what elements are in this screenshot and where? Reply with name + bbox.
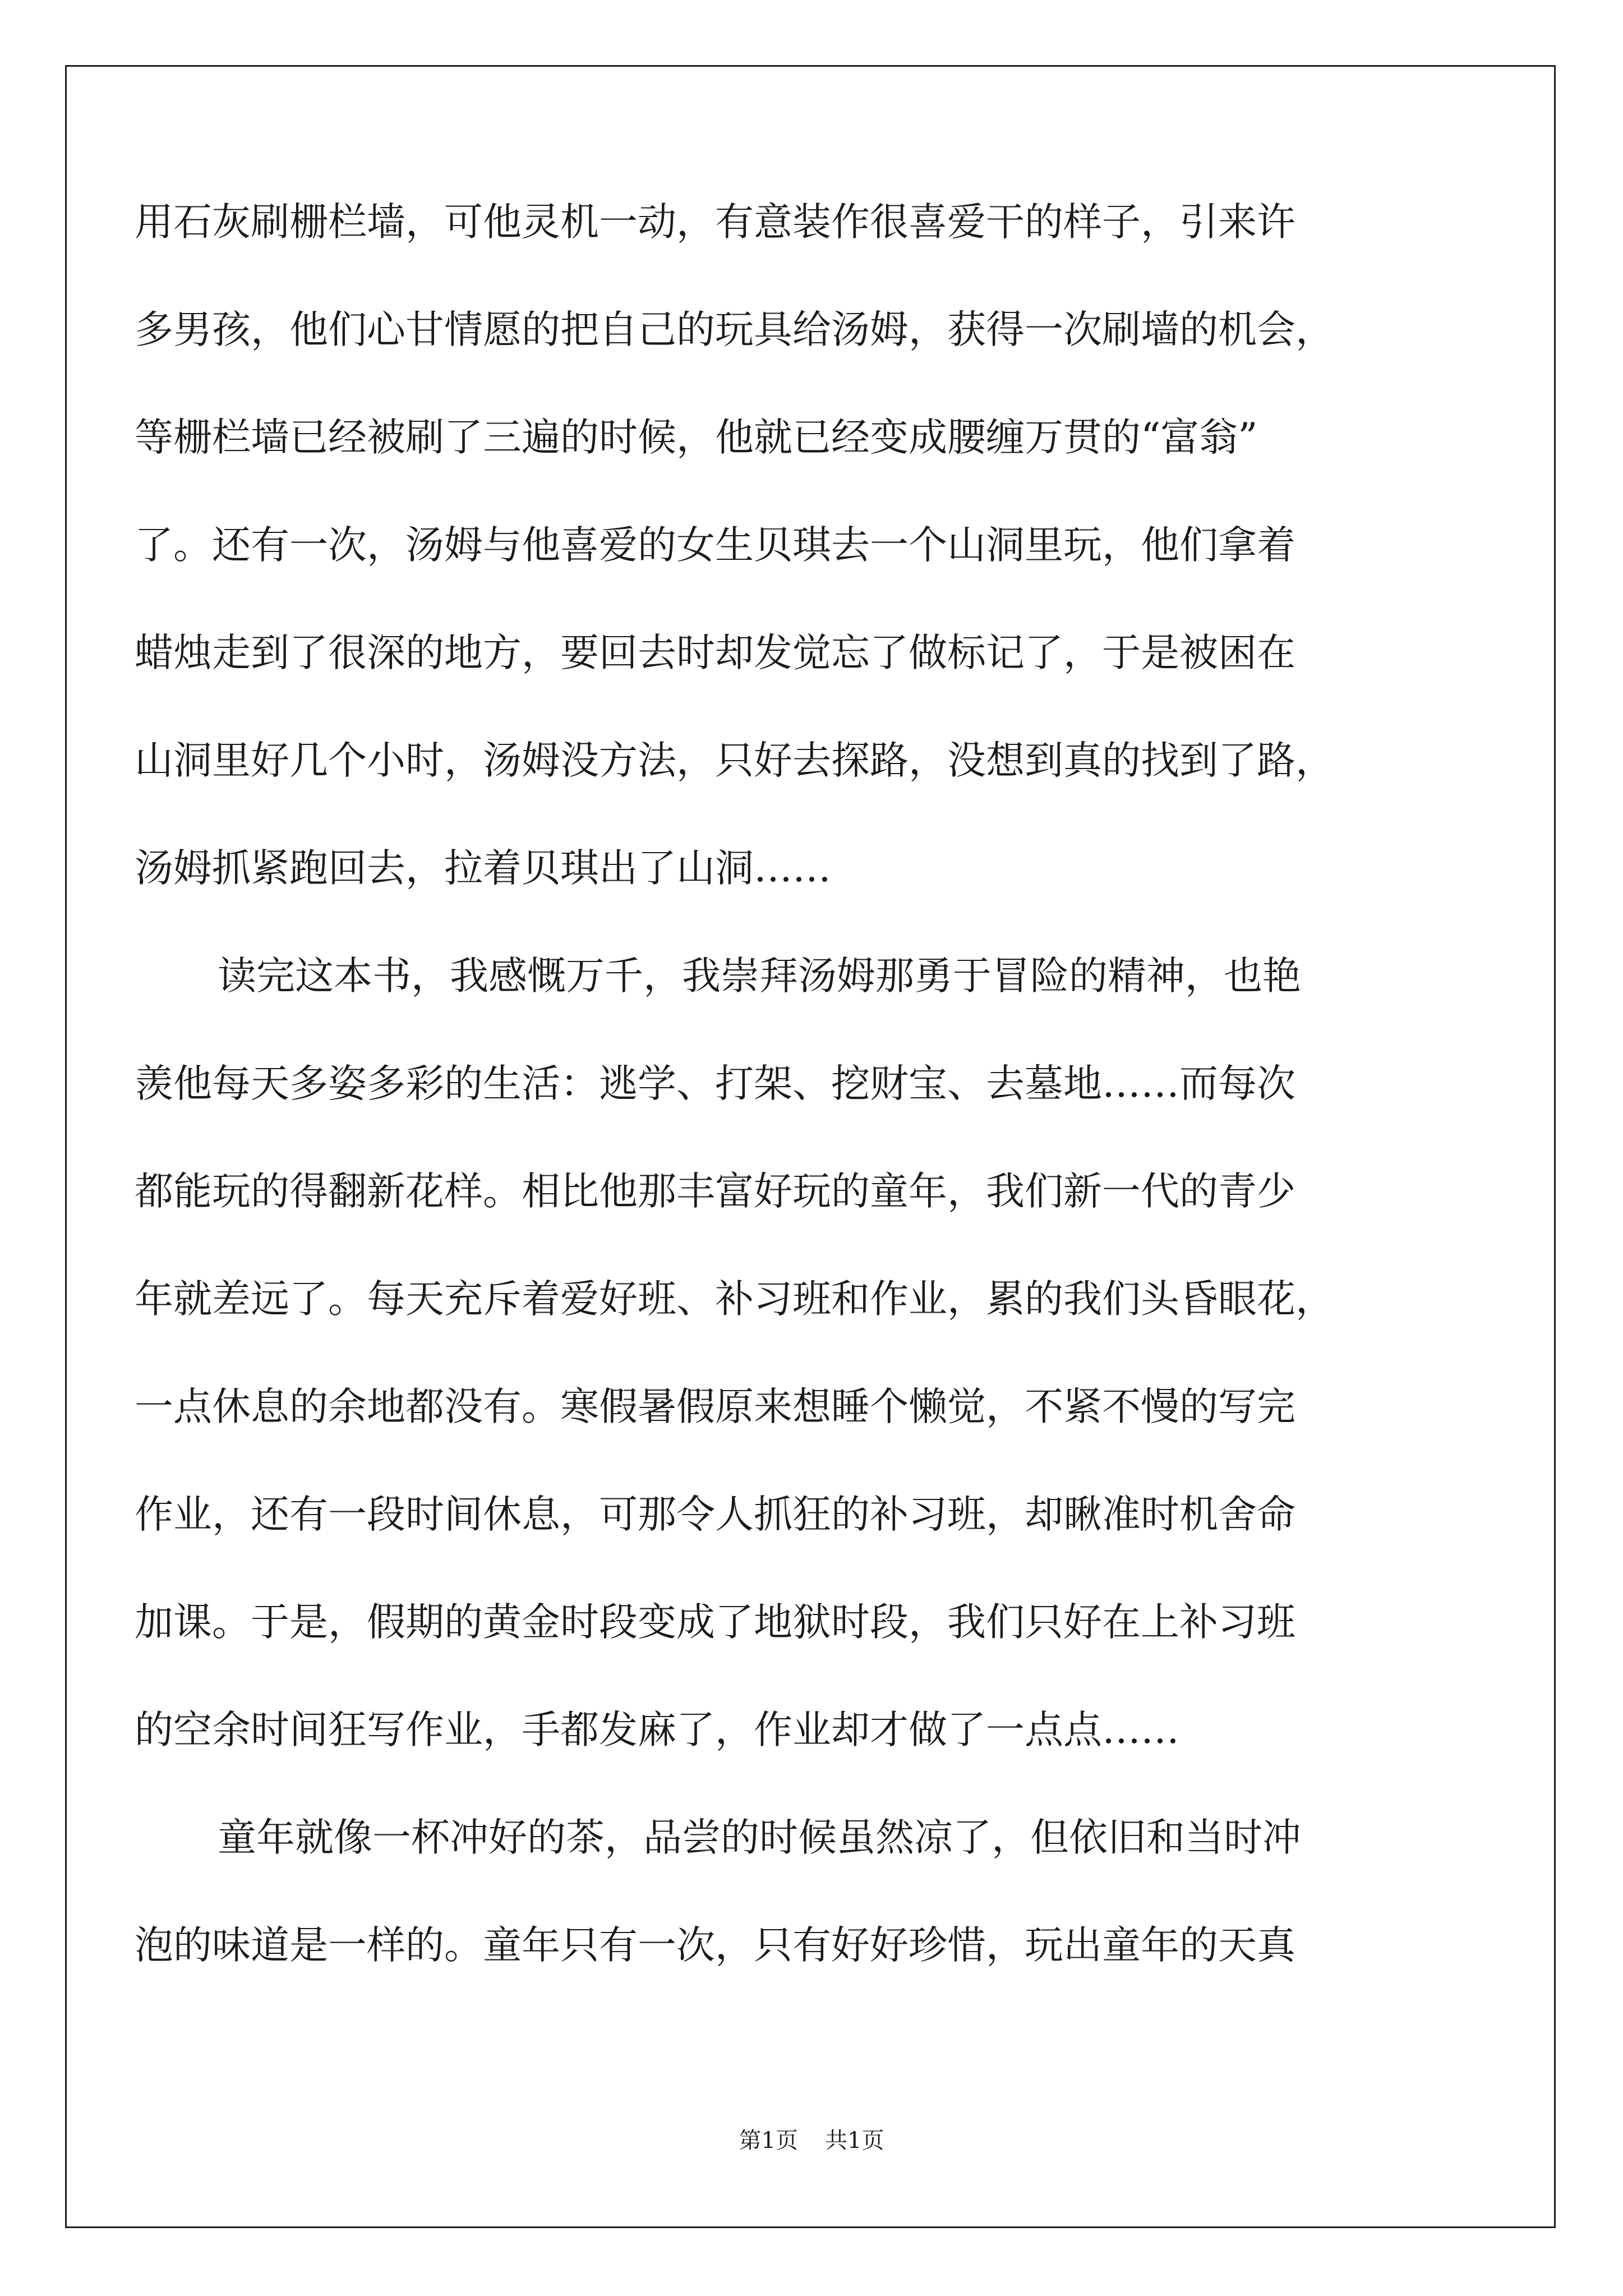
text-line: 等栅栏墙已经被刷了三遍的时候，他就已经变成腰缠万贯的“富翁” [135, 415, 1258, 460]
text-line: 汤姆抓紧跑回去，拉着贝琪出了山洞…… [135, 846, 831, 891]
text-line: 加课。于是，假期的黄金时段变成了地狱时段，我们只好在上补习班 [135, 1600, 1295, 1645]
page-footer [0, 2124, 1623, 2157]
text-line: 年就差远了。每天充斥着爱好班、补习班和作业，累的我们头昏眼花， [135, 1277, 1334, 1322]
page-number: 第1页 [739, 2128, 798, 2154]
text-line: 羡他每天多姿多彩的生活：逃学、打架、挖财宝、去墓地……而每次 [135, 1061, 1295, 1106]
text-line: 读完这本书，我感慨万千，我崇拜汤姆那勇于冒险的精神，也艳 [218, 954, 1301, 999]
text-line: 山洞里好几个小时，汤姆没方法，只好去探路，没想到真的找到了路， [135, 738, 1334, 783]
paragraph-3 [135, 1784, 1436, 1999]
text-line: 泡的味道是一样的。童年只有一次，只有好好珍惜，玩出童年的天真 [135, 1923, 1295, 1968]
text-line: 蜡烛走到了很深的地方，要回去时却发觉忘了做标记了，于是被困在 [135, 631, 1295, 675]
text-line: 多男孩，他们心甘情愿的把自己的玩具给汤姆，获得一次刷墙的机会， [135, 307, 1334, 352]
text-line: 用石灰刷栅栏墙，可他灵机一动，有意装作很喜爱干的样子，引来许 [135, 200, 1295, 245]
text-line: 都能玩的得翻新花样。相比他那丰富好玩的童年，我们新一代的青少 [135, 1169, 1295, 1214]
paragraph-1 [135, 168, 1436, 922]
document-body [135, 168, 1436, 1999]
text-line: 了。还有一次，汤姆与他喜爱的女生贝琪去一个山洞里玩，他们拿着 [135, 523, 1295, 568]
text-line: 童年就像一杯冲好的茶，品尝的时候虽然凉了，但依旧和当时冲 [218, 1815, 1301, 1860]
text-line: 作业，还有一段时间休息，可那令人抓狂的补习班，却瞅准时机舍命 [135, 1492, 1295, 1537]
page-total: 共1页 [825, 2128, 884, 2154]
text-line: 的空余时间狂写作业，手都发麻了，作业却才做了一点点…… [135, 1708, 1179, 1752]
text-line: 一点休息的余地都没有。寒假暑假原来想睡个懒觉，不紧不慢的写完 [135, 1384, 1295, 1429]
paragraph-2 [135, 922, 1436, 1784]
